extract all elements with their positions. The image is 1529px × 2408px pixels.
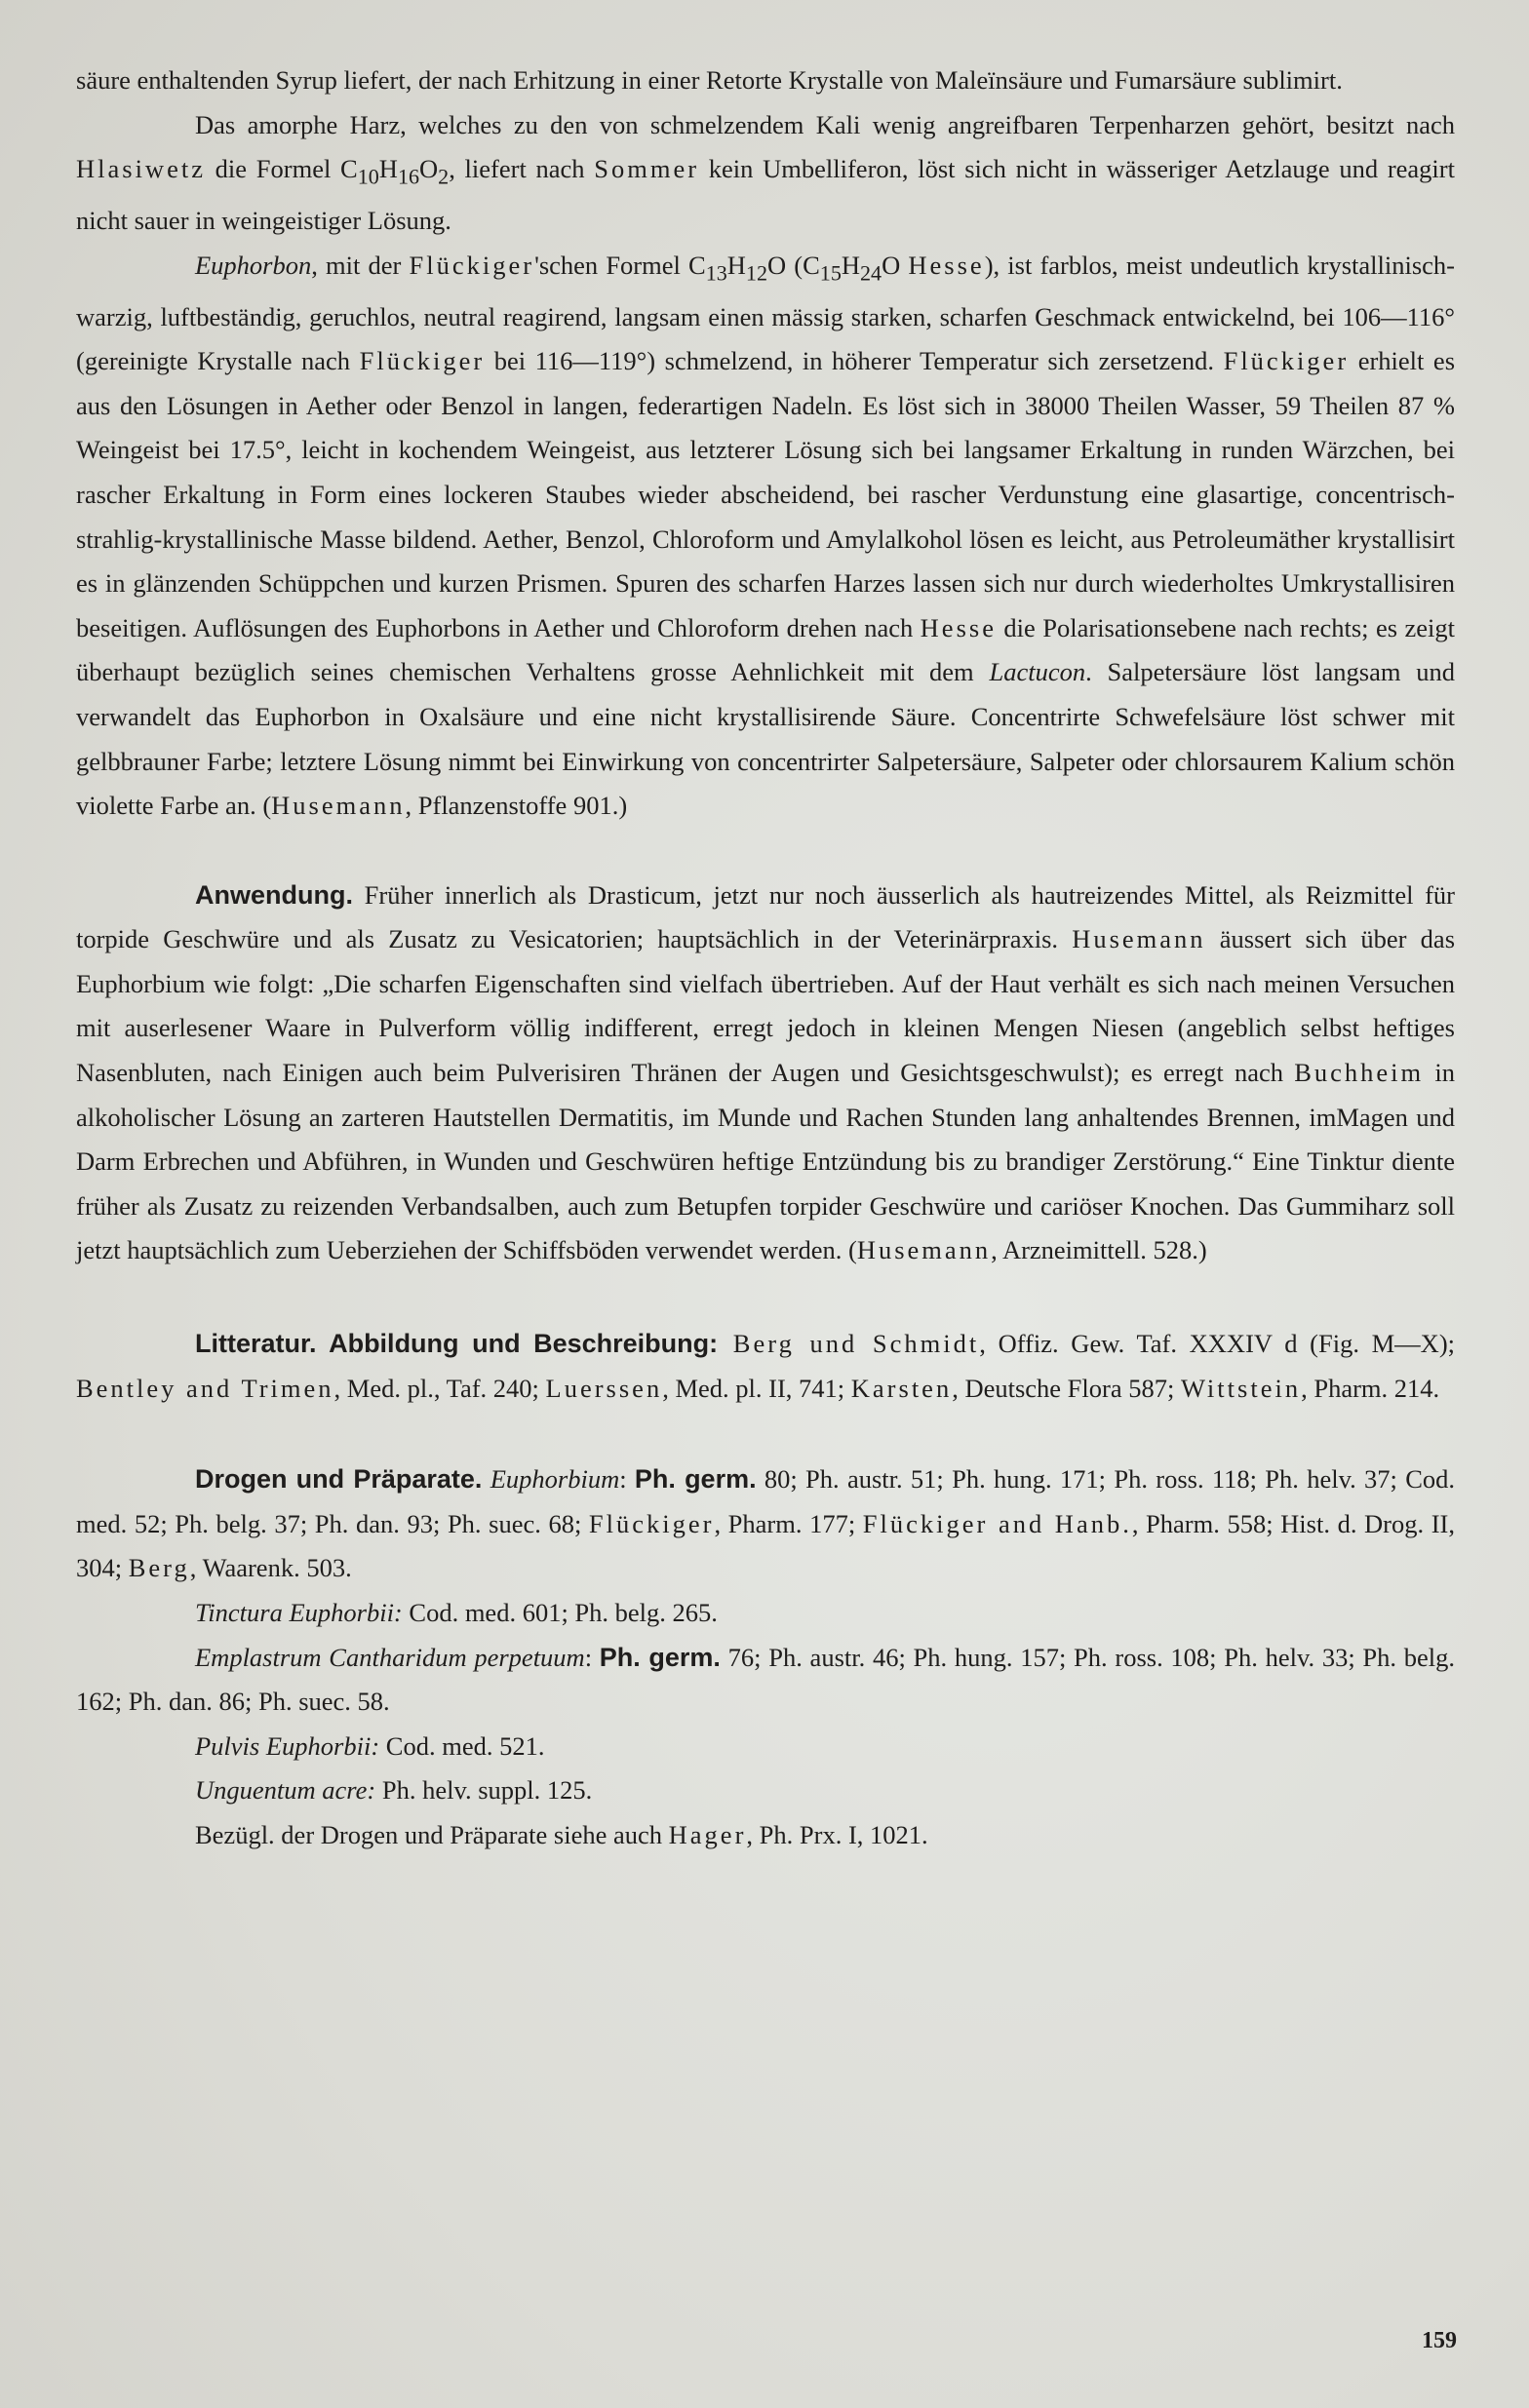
term-italic: Unguentum acre: xyxy=(195,1775,376,1806)
formula-subscript: 24 xyxy=(860,259,882,285)
text-run: Bezügl. der Drogen und Präparate siehe auch xyxy=(195,1819,669,1849)
text-run: , mit der xyxy=(311,250,410,280)
pharmacopoeia-bold: Ph. germ. xyxy=(599,1642,721,1672)
text-run: O (C xyxy=(767,250,820,280)
text-run: kein Umbelliferon, löst sich nicht in wässeriger Aetzlauge und reagirt nicht sauer in weingeistiger Lösung. xyxy=(76,154,1455,236)
paragraph-harz xyxy=(76,103,1455,244)
text-run: Das amorphe Harz, welches zu den von schmelzendem Kali wenig angreifbaren Terpenharzen gehört, besitzt nach xyxy=(195,109,1455,139)
author-name: Flückiger and Hanb. xyxy=(862,1508,1132,1538)
formula-subscript: 10 xyxy=(357,164,379,189)
author-name: Berg xyxy=(128,1553,190,1583)
text-run: , Waarenk. 503. xyxy=(189,1553,352,1583)
text-run: , Pharm. 558; Hist. d. Drog. II, 304; xyxy=(76,1508,1455,1583)
author-name: Hager xyxy=(668,1819,747,1849)
text-run: , Med. pl. II, 741; xyxy=(662,1373,851,1403)
paragraph-drogen xyxy=(76,1457,1455,1591)
paragraph-anwendung xyxy=(76,874,1455,1273)
term-italic: Tinctura Euphorbii: xyxy=(195,1598,403,1627)
term-italic: Lactucon xyxy=(989,657,1086,687)
author-name: Berg und Schmidt xyxy=(718,1329,980,1359)
term-italic: Pulvis Euphorbii: xyxy=(195,1730,380,1761)
section-heading: Anwendung. xyxy=(195,879,353,910)
formula-subscript: 13 xyxy=(705,259,727,285)
subsection-heading: Abbildung und Beschreibung: xyxy=(316,1329,719,1359)
text-run: , Pharm. 214. xyxy=(1301,1373,1440,1403)
section-heading: Litteratur. xyxy=(195,1329,317,1359)
author-name: Flückiger xyxy=(588,1508,715,1538)
text-run: die Formel C xyxy=(205,154,358,184)
text-run: die Polarisationsebene nach rechts; es zeigt überhaupt bezüglich seines chemischen Verhaltens grosse Aehnlichkeit mit dem xyxy=(76,612,1455,687)
text-run: : xyxy=(619,1464,635,1495)
formula-subscript: 12 xyxy=(745,259,767,285)
author-name: Husemann xyxy=(856,1235,992,1265)
text-run: O xyxy=(882,250,909,280)
formula-subscript: 15 xyxy=(819,259,842,285)
term-italic: Euphorbium xyxy=(482,1464,620,1495)
author-name: Hlasiwetz xyxy=(76,154,206,184)
text-run: . Salpetersäure löst langsam und verwandelt das Euphorbon in Oxalsäure und eine nicht krystallisirende Säure. Concentrirte Schwefelsäure löst schwer mit gelbbrauner Farbe; letztere Lösung nimmt bei Einwirkung von concentrirter Salpetersäure, Salpeter oder chlorsaurem Kalium schön violette Farbe an. ( xyxy=(76,657,1455,821)
paragraph-emplastrum xyxy=(76,1636,1455,1725)
formula-subscript: 2 xyxy=(438,164,450,189)
text-run: , Ph. Prx. I, 1021. xyxy=(746,1819,928,1849)
author-name: Hesse xyxy=(908,250,985,280)
author-name: Sommer xyxy=(594,154,700,184)
term-italic: Euphorbon xyxy=(195,250,312,280)
section-heading: Drogen und Präparate. xyxy=(195,1464,483,1495)
author-name: Flückiger xyxy=(409,250,535,280)
paragraph-continuation xyxy=(76,58,1455,103)
paragraph-pulvis xyxy=(76,1725,1455,1769)
paragraph-litteratur xyxy=(76,1322,1455,1411)
text-run: Cod. med. 521. xyxy=(379,1730,545,1761)
author-name: Bentley and Trimen xyxy=(76,1373,334,1403)
text-run: ), ist farblos, meist undeutlich krystallinisch-warzig, luftbeständig, geruchlos, neutral reagirend, langsam einen mässig starken, scharfen Geschmack entwickelnd, bei 106—116° (gereinigte Krystalle nach xyxy=(76,250,1456,376)
text-run: , Offiz. Gew. Taf. XXXIV d (Fig. M—X); xyxy=(979,1329,1456,1359)
author-name: Luerssen xyxy=(545,1373,663,1403)
text-run: , Pflanzenstoffe 901.) xyxy=(405,791,628,821)
text-run: H xyxy=(726,250,746,280)
formula-subscript: 16 xyxy=(397,164,420,189)
author-name: Karsten xyxy=(850,1373,953,1403)
text-run: , Med. pl., Taf. 240; xyxy=(333,1373,546,1403)
text-run: , Pharm. 177; xyxy=(714,1508,863,1538)
text-run: Ph. helv. suppl. 125. xyxy=(375,1775,593,1806)
author-name: Husemann xyxy=(1072,924,1206,954)
text-run: : xyxy=(584,1642,600,1672)
text-run: H xyxy=(841,250,861,280)
text-run: Cod. med. 601; Ph. belg. 265. xyxy=(402,1598,718,1627)
text-run: , Deutsche Flora 587; xyxy=(952,1373,1181,1403)
text-run: 'schen Formel C xyxy=(534,250,706,280)
text-run: 76; Ph. austr. 46; Ph. hung. 157; Ph. ross. 108; Ph. helv. 33; Ph. belg. 162; Ph. dan. 86; Ph. suec. 58. xyxy=(76,1642,1456,1717)
paragraph-tinctura xyxy=(76,1591,1455,1636)
text-run: 80; Ph. austr. 51; Ph. hung. 171; Ph. ross. 118; Ph. helv. 37; Cod. med. 52; Ph. belg. 37; Ph. dan. 93; Ph. suec. 68; xyxy=(76,1464,1455,1538)
text-run: bei 116—119°) schmelzend, in höherer Temperatur sich zersetzend. xyxy=(485,346,1224,376)
paragraph-text: säure enthaltenden Syrup liefert, der nach Erhitzung in einer Retorte Krystalle von Maleïnsäure und Fumarsäure sublimirt. xyxy=(76,65,1343,95)
author-name: Husemann xyxy=(271,791,406,821)
text-run: Früher innerlich als Drasticum, jetzt nur noch äusserlich als hautreizendes Mittel, als Reizmittel für torpide Geschwüre und als Zusatz zu Vesicatorien; hauptsächlich in der Veterinärpraxis. xyxy=(76,879,1455,954)
text-run: in alkoholischer Lösung an zarteren Hautstellen Dermatitis, im Munde und Rachen Stunden lang anhaltendes Brennen, imMagen und Darm Erbrechen und Abführen, in Wunden und Geschwüren heftige Entzündung bis zu brandiger Zerstörung.“ Eine Tinktur diente früher als Zusatz zu reizenden Verbandsalben, auch zum Betupfen torpider Geschwüre und cariöser Knochen. Das Gummiharz soll jetzt hauptsächlich zum Ueberziehen der Schiffsböden verwendet werden. ( xyxy=(76,1058,1455,1265)
text-run: erhielt es aus den Lösungen in Aether oder Benzol in langen, federartigen Nadeln. Es löst sich in 38000 Theilen Wasser, 59 Theilen 87 % Weingeist bei 17.5°, leicht in kochendem Weingeist, aus letzterer Lösung sich bei langsamer Erkaltung in runden Wärzchen, bei rascher Erkaltung in Form eines lockeren Staubes wieder abscheidend, bei rascher Verdunstung eine glasartige, concentrisch-strahlig-krystallinische Masse bildend. Aether, Benzol, Chloroform und Amylalkohol lösen es leicht, aus Petroleumäther krystallisirt es in glänzenden Schüppchen und kurzen Prismen. Spuren des scharfen Harzes lassen sich nur durch wiederholtes Umkrystallisiren beseitigen. Auflösungen des Euphorbons in Aether und Chloroform drehen nach xyxy=(76,346,1456,642)
paragraph-bezugl xyxy=(76,1813,1455,1858)
author-name: Wittstein xyxy=(1180,1373,1302,1403)
text-run: H xyxy=(378,154,398,184)
author-name: Buchheim xyxy=(1294,1058,1425,1088)
author-name: Flückiger xyxy=(1223,346,1350,376)
author-name: Flückiger xyxy=(359,346,486,376)
paragraph-euphorbon xyxy=(76,244,1455,829)
text-column xyxy=(76,58,1455,1858)
paragraph-unguentum xyxy=(76,1768,1455,1813)
text-run: äussert sich über das Euphorbium wie folgt: „Die scharfen Eigenschaften sind vielfach übertrieben. Auf der Haut verhält es sich nach meinen Versuchen mit auserlesener Waare in Pulverform völlig indifferent, erregt jedoch in kleinen Mengen Niesen (angeblich selbst heftiges Nasenbluten, nach Einigen auch beim Pulverisiren Thränen der Augen und Gesichtsgeschwulst); es erregt nach xyxy=(76,924,1456,1088)
text-run: , liefert nach xyxy=(449,154,595,184)
term-italic: Emplastrum Cantharidum perpetuum xyxy=(195,1642,585,1672)
text-run: O xyxy=(419,154,439,184)
text-run: , Arzneimittell. 528.) xyxy=(991,1235,1207,1265)
author-name: Hesse xyxy=(920,612,997,642)
page-number: 159 xyxy=(1422,2328,1457,2353)
pharmacopoeia-bold: Ph. germ. xyxy=(634,1464,757,1495)
